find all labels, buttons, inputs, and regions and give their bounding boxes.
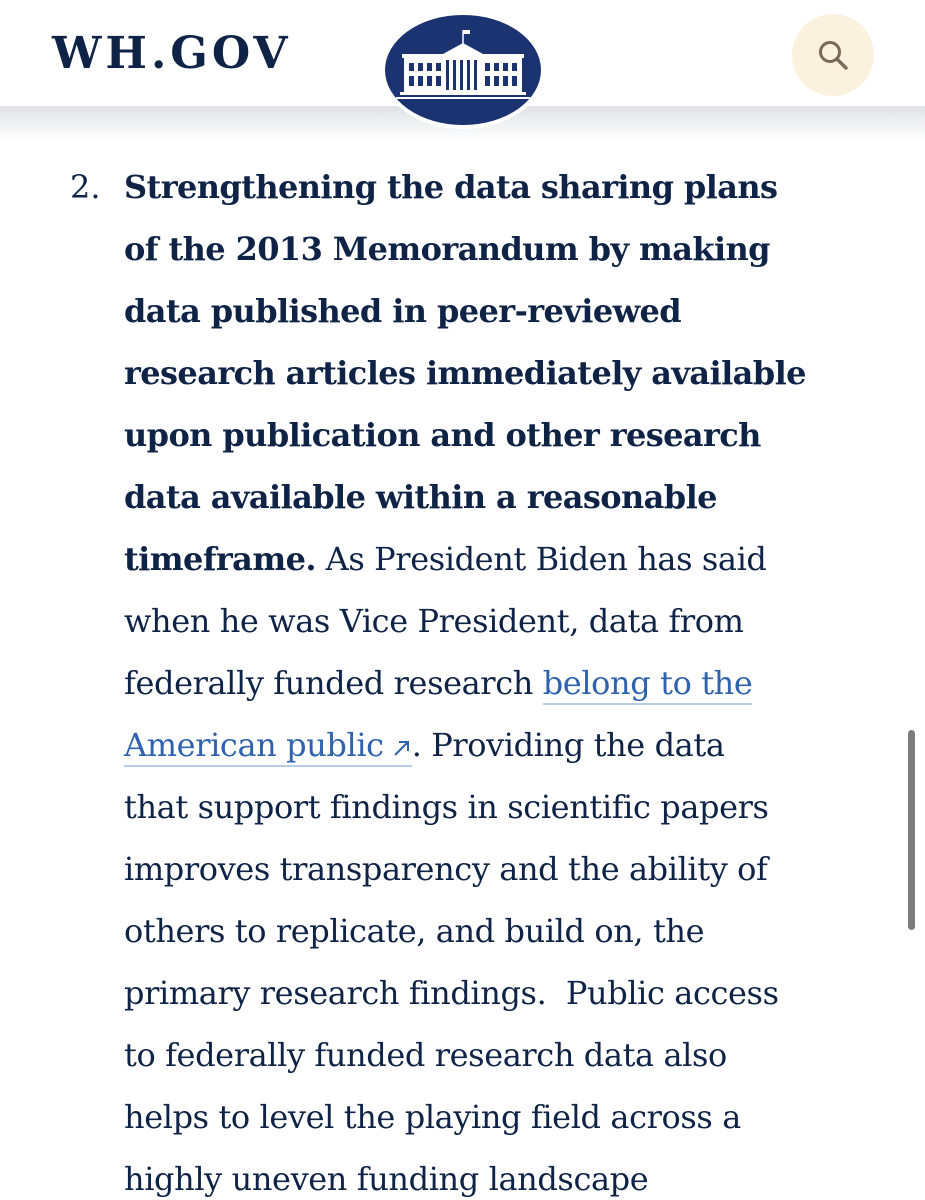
bold-text: timeframe. (124, 540, 316, 578)
paragraph-line (124, 714, 884, 776)
paragraph-line (124, 280, 884, 342)
bold-text: data available within a reasonable (124, 478, 717, 516)
site-wordmark[interactable]: WH.GOV (52, 28, 292, 79)
body-text: that support findings in scientific papers (124, 788, 769, 826)
bold-text: upon publication and other research (124, 416, 761, 454)
external-link-text: American public (124, 726, 384, 764)
search-icon (817, 39, 849, 71)
body-text: As President Biden has said (315, 540, 767, 578)
body-text: highly uneven funding landscape (124, 1160, 649, 1198)
paragraph-line (124, 838, 884, 900)
bold-text: of the 2013 Memorandum by making (124, 230, 770, 268)
paragraph-line (124, 466, 884, 528)
paragraph-line (124, 652, 884, 714)
paragraph-line (124, 1024, 884, 1086)
body-text: helps to level the playing field across a (124, 1098, 741, 1136)
white-house-seal-icon[interactable] (380, 10, 546, 130)
paragraph-line (124, 342, 884, 404)
external-link-part-1[interactable]: belong to the (543, 664, 753, 705)
body-text: . Providing the data (411, 726, 725, 764)
paragraph-line (124, 1086, 884, 1148)
body-text: to federally funded research data also (124, 1036, 727, 1074)
paragraph-line (124, 528, 884, 590)
external-link-part-2[interactable] (124, 726, 412, 767)
list-item-paragraph (124, 156, 884, 1200)
bold-text: Strengthening the data sharing plans (124, 168, 778, 206)
external-link-arrow-icon (392, 738, 412, 758)
paragraph-line (124, 776, 884, 838)
body-text: when he was Vice President, data from (124, 602, 744, 640)
paragraph-line (124, 900, 884, 962)
body-text: improves transparency and the ability of (124, 850, 768, 888)
paragraph-line (124, 1148, 884, 1200)
paragraph-line (124, 962, 884, 1024)
body-text: federally funded research (124, 664, 543, 702)
body-text: others to replicate, and build on, the (124, 912, 705, 950)
bold-text: research articles immediately available (124, 354, 806, 392)
paragraph-line (124, 156, 884, 218)
bold-text: data published in peer-reviewed (124, 292, 682, 330)
paragraph-line (124, 218, 884, 280)
search-button[interactable] (792, 14, 874, 96)
list-number: 2. (70, 168, 101, 206)
paragraph-line (124, 404, 884, 466)
scrollbar-thumb[interactable] (908, 730, 915, 930)
paragraph-line (124, 590, 884, 652)
body-text: primary research findings. Public access (124, 974, 779, 1012)
